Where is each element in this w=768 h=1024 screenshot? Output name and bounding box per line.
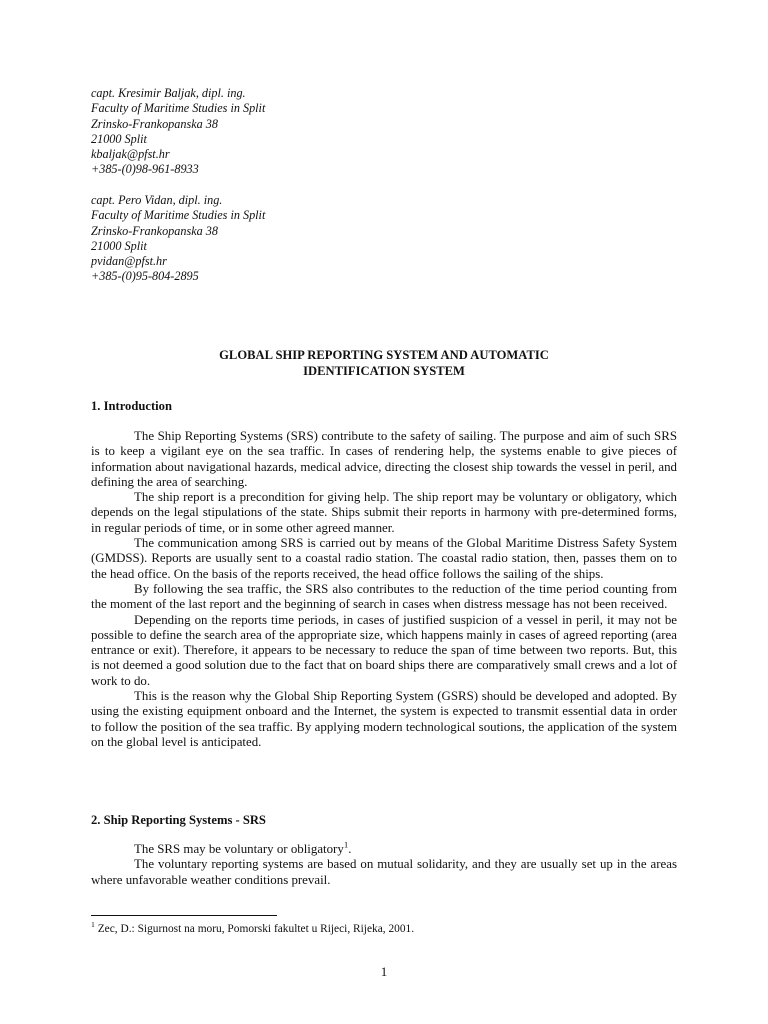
author-city: 21000 Split: [91, 238, 147, 253]
footnote-text: Zec, D.: Sigurnost na moru, Pomorski fakultet u Rijeci, Rijeka, 2001.: [94, 923, 415, 935]
section-body-srs: [91, 839, 677, 888]
paragraph: The communication among SRS is carried out by means of the Global Maritime Distress Safety System (GMDSS). Reports are usually sent to a coastal radio station. The coastal radio station, then, passes them on to the head office. On the basis of the reports received, the head office follows the sailing of the ships.: [91, 536, 677, 581]
author-city: 21000 Split: [91, 131, 147, 146]
section-heading-introduction: 1. Introduction: [91, 399, 172, 413]
footnote-divider: [91, 915, 277, 916]
author-affiliation: Faculty of Maritime Studies in Split: [91, 101, 266, 116]
author-phone: +385-(0)98-961-8933: [91, 162, 199, 177]
paper-title-line-2: IDENTIFICATION SYSTEM: [303, 364, 465, 378]
footnote-ref[interactable]: 1: [343, 839, 349, 850]
section-body-introduction: [91, 429, 677, 750]
paper-title-line-1: GLOBAL SHIP REPORTING SYSTEM AND AUTOMATIC: [219, 348, 549, 362]
author-email: pvidan@pfst.hr: [91, 254, 167, 269]
author-street: Zrinsko-Frankopanska 38: [91, 223, 218, 238]
author-name: capt. Pero Vidan, dipl. ing.: [91, 193, 223, 207]
author-email: kbaljak@pfst.hr: [91, 147, 170, 162]
author-block-2: [91, 193, 265, 285]
author-phone: +385-(0)95-804-2895: [91, 269, 199, 284]
author-affiliation: Faculty of Maritime Studies in Split: [91, 208, 266, 223]
paragraph: By following the sea traffic, the SRS also contributes to the reduction of the time period counting from the moment of the last report and the beginning of search in cases when distress message has not been received.: [91, 581, 677, 612]
paragraph-text: The SRS may be voluntary or obligatory: [134, 842, 344, 856]
paragraph: This is the reason why the Global Ship Reporting System (GSRS) should be developed and adopted. By using the existing equipment onboard and the Internet, the system is expected to transmit essential data in order to follow the position of the sea traffic. By applying modern technological soutions, the application of the system on the global level is anticipated.: [91, 689, 677, 749]
page-number: 1: [380, 964, 388, 979]
author-block-1: [91, 86, 265, 178]
author-name: capt. Kresimir Baljak, dipl. ing.: [91, 86, 246, 100]
paragraph: The Ship Reporting Systems (SRS) contribute to the safety of sailing. The purpose and aim of such SRS is to keep a vigilant eye on the sea traffic. In cases of rendering help, the systems enable to give pieces of information about navigational hazards, medical advice, directing the closest ship towards the vessel in peril, and defining the area of searching.: [91, 429, 677, 489]
paragraph-end: .: [348, 842, 352, 856]
footnote: [91, 922, 414, 936]
paragraph: The voluntary reporting systems are based on mutual solidarity, and they are usually set up in the areas where unfavorable weather conditions prevail.: [91, 857, 677, 887]
paper-title: [91, 347, 677, 379]
footnote-mark: 1: [91, 920, 95, 930]
paragraph: [91, 839, 677, 857]
author-street: Zrinsko-Frankopanska 38: [91, 116, 218, 131]
paragraph: Depending on the reports time periods, in cases of justified suspicion of a vessel in peril, it may not be possible to define the search area of the appropriate size, which happens mainly in cases of agreed reporting (area entrance or exit). Therefore, it appears to be necessary to reduce the span of time between two reports. But, this is not deemed a good solution due to the fact that on board ships there are comparatively small crews and a lot of work to do.: [91, 612, 677, 688]
section-heading-srs: 2. Ship Reporting Systems - SRS: [91, 813, 266, 827]
paragraph: The ship report is a precondition for giving help. The ship report may be voluntary or obligatory, which depends on the legal stipulations of the state. Ships submit their reports in harmony with pre-determined forms, in regular periods of time, or in some other agreed manner.: [91, 490, 677, 535]
